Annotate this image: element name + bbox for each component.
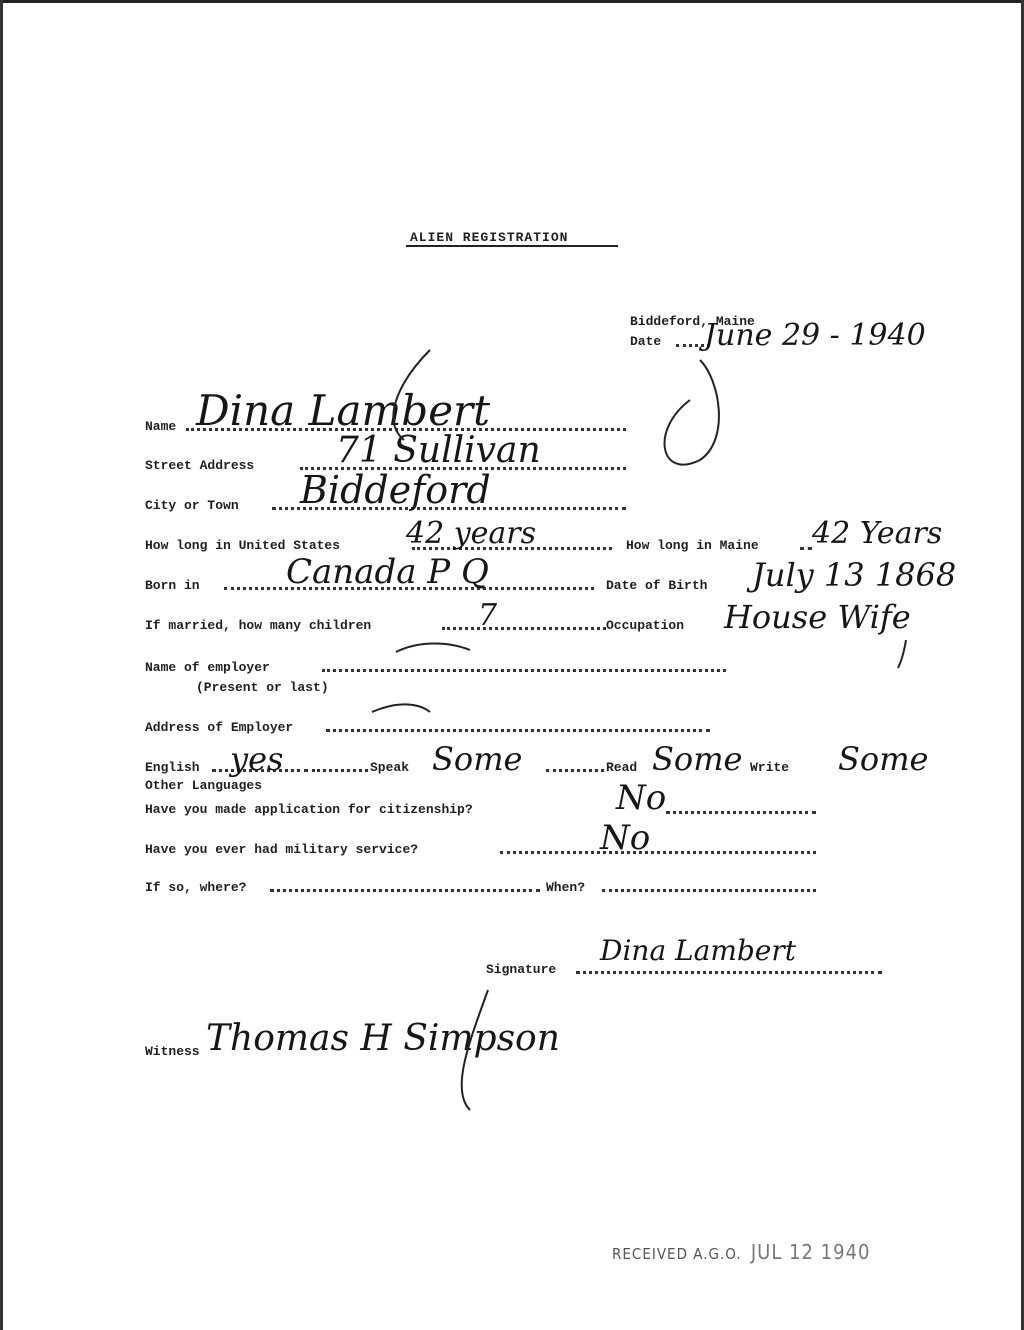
- children-flourish: [396, 644, 470, 653]
- other-languages-label: Other Languages: [145, 778, 263, 793]
- read-value: Some: [652, 740, 743, 778]
- date-flourish: [665, 360, 719, 465]
- where-label: If so, where?: [145, 880, 247, 895]
- date-label: Date: [630, 334, 662, 349]
- witness-value: Thomas H Simpson: [206, 1018, 560, 1059]
- born-label: Born in: [145, 578, 200, 593]
- write-label: Write: [750, 760, 790, 775]
- employer-address-label: Address of Employer: [145, 720, 294, 735]
- name-value: Dina Lambert: [196, 386, 490, 435]
- name-flourish: [393, 350, 430, 440]
- received-stamp: [612, 1240, 870, 1264]
- employer-flourish: [372, 704, 430, 712]
- street-label: Street Address: [145, 458, 255, 473]
- occupation-label: Occupation: [606, 618, 685, 633]
- employer-label: Name of employer: [145, 660, 270, 675]
- date-value: June 29 - 1940: [704, 318, 926, 353]
- witness-flourish: [462, 990, 488, 1110]
- occupation-value: House Wife: [724, 598, 911, 636]
- received-stamp-text: RECEIVED A.G.O.: [612, 1245, 742, 1263]
- military-label: Have you ever had military service?: [145, 842, 419, 857]
- born-value: Canada P Q: [286, 552, 489, 592]
- occupation-flourish: [898, 640, 906, 668]
- maine-label: How long in Maine: [626, 538, 759, 553]
- citizenship-value: No: [616, 778, 667, 818]
- place-label: Biddeford, Maine: [630, 314, 755, 329]
- citizenship-label: Have you made application for citizenship?: [145, 802, 473, 817]
- when-label: When?: [546, 880, 586, 895]
- form-title: ALIEN REGISTRATION: [410, 230, 569, 245]
- speak-label: Speak: [370, 760, 410, 775]
- children-value: 7: [478, 598, 498, 633]
- maine-value: 42 Years: [812, 516, 943, 551]
- english-value: yes: [230, 740, 284, 778]
- us-label: How long in United States: [145, 538, 341, 553]
- witness-label: Witness: [145, 1044, 200, 1059]
- employer-sub-label: (Present or last): [196, 680, 329, 695]
- military-value: No: [600, 818, 651, 858]
- us-value: 42 years: [406, 516, 537, 551]
- dob-label: Date of Birth: [606, 578, 708, 593]
- children-label: If married, how many children: [145, 618, 372, 633]
- street-value: 71 Sullivan: [336, 430, 541, 471]
- city-value: Biddeford: [300, 468, 491, 512]
- signature-label: Signature: [486, 962, 557, 977]
- write-value: Some: [838, 740, 929, 778]
- signature-value: Dina Lambert: [600, 934, 796, 967]
- dob-value: July 13 1868: [752, 556, 957, 594]
- city-label: City or Town: [145, 498, 239, 513]
- speak-value: Some: [432, 740, 523, 778]
- name-label: Name: [145, 419, 177, 434]
- read-label: Read: [606, 760, 638, 775]
- received-stamp-date: JUL 12 1940: [750, 1240, 871, 1264]
- english-label: English: [145, 760, 200, 775]
